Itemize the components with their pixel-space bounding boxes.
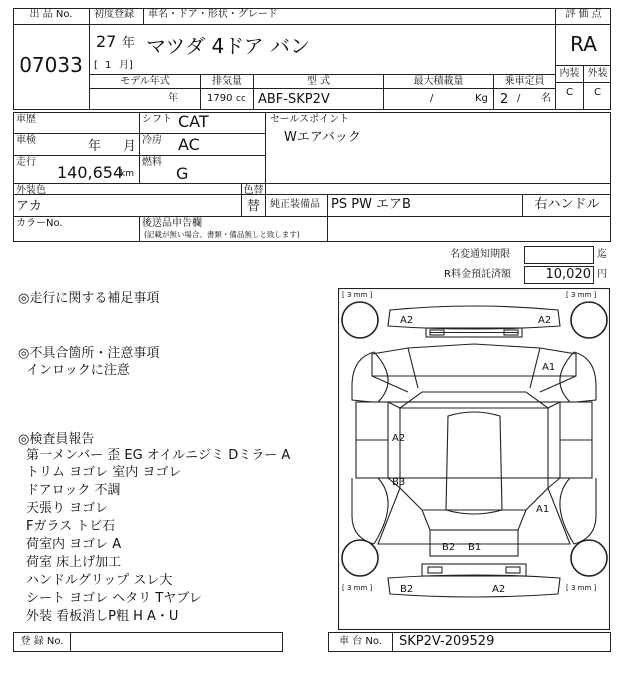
interior-grade: C	[566, 87, 573, 98]
capacity-sep: /	[517, 93, 521, 104]
tire-depth-label: [ 3 mm ]	[566, 584, 597, 592]
lot-no-label: 出 品 No.	[29, 9, 73, 20]
tire-front-right	[571, 302, 607, 338]
displacement-value: 1790	[207, 93, 233, 104]
damage-mark: A2	[492, 584, 506, 595]
roof	[446, 412, 502, 514]
inspection-label: 車検	[16, 135, 36, 146]
right-side-rear	[574, 478, 596, 544]
grade-label: 評 価 点	[565, 9, 602, 20]
lot-no: 07033	[19, 53, 83, 77]
car-damage-diagram	[338, 288, 610, 630]
rear-plate	[422, 564, 526, 576]
mileage-label: 走行	[16, 157, 36, 168]
ac-value: AC	[178, 135, 200, 154]
report-line: 天張り ヨゴレ	[26, 501, 109, 516]
divider	[13, 183, 611, 184]
interior-label: 内装	[559, 68, 580, 79]
history-label: 車歴	[16, 114, 36, 125]
max-load-label: 最大積載量	[413, 76, 464, 87]
chassis-label: 車 台 No.	[339, 636, 382, 647]
damage-mark: A2	[392, 433, 406, 444]
name-change-unit: 迄	[597, 249, 607, 260]
tire-depth-label: [ 3 mm ]	[342, 291, 373, 299]
diagram-frame	[339, 289, 610, 630]
max-load-unit: Kg	[475, 93, 488, 104]
first-reg-month-close: 月]	[119, 60, 133, 71]
first-reg-month: 1	[105, 60, 112, 71]
chassis-value: SKP2V-209529	[399, 634, 495, 649]
docs-note: (記載が無い場合、書類・備品無しと致します)	[144, 230, 300, 239]
color-change-label: 色替	[243, 185, 264, 196]
divider	[139, 216, 140, 242]
right-wheel-arch	[560, 352, 574, 544]
damage-mark: A1	[536, 504, 550, 515]
inspection-year: 年	[88, 139, 102, 154]
mileage-value: 140,654	[57, 163, 124, 182]
inspector-title: ◎検査員報告	[18, 432, 95, 447]
divider	[89, 74, 555, 75]
mileage-unit: km	[120, 169, 134, 179]
damage-mark: A1	[542, 362, 556, 373]
shift-value: CAT	[178, 112, 209, 131]
car-name: マツダ 4ドア バン	[146, 34, 311, 58]
report-line: 外装 看板消しP粗 H A・U	[26, 609, 179, 624]
tailgate	[378, 488, 570, 544]
capacity-label: 乗車定員	[504, 76, 545, 87]
max-load-sep: /	[430, 93, 434, 104]
car-name-label: 車名・ドア・形状・グレード	[148, 9, 278, 20]
report-line: ドアロック 不調	[26, 483, 121, 498]
recycle-label: R料金預託済額	[444, 269, 511, 280]
ext-color-value: アカ	[16, 199, 42, 214]
ext-color-label: 外装色	[16, 185, 46, 196]
fuel-value: G	[176, 164, 189, 183]
first-reg-year: 27	[96, 32, 117, 51]
divider	[555, 82, 611, 83]
left-side-front	[352, 352, 374, 402]
divider	[143, 8, 144, 25]
divider	[327, 194, 328, 216]
displacement-label: 排気量	[212, 76, 242, 87]
cabin-outline	[400, 408, 548, 510]
type-value: ABF-SKP2V	[258, 92, 330, 107]
divider	[327, 216, 328, 242]
divider	[265, 112, 266, 183]
rear-light	[506, 567, 520, 573]
damage-mark: B1	[468, 542, 482, 553]
inspection-month: 月	[123, 139, 137, 154]
tire-rear-right	[571, 540, 607, 576]
damage-mark: A2	[400, 315, 414, 326]
report-line: Fガラス トビ石	[26, 519, 116, 534]
tire-depth-label: [ 3 mm ]	[566, 291, 597, 299]
defects-title: ◎不具合箇所・注意事項	[18, 346, 160, 361]
left-side-rear	[352, 478, 374, 544]
grade-value: RA	[570, 32, 597, 56]
sales-point-label: セールスポイント	[270, 114, 350, 125]
right-side-front	[574, 352, 596, 402]
docs-label: 後送品申告欄	[142, 218, 202, 229]
damage-mark: B3	[392, 477, 406, 488]
name-change-box	[524, 246, 594, 264]
recycle-value: 10,020	[545, 267, 591, 282]
tire-rear-left	[342, 540, 378, 576]
damage-mark: A2	[538, 315, 552, 326]
exterior-grade: C	[594, 87, 601, 98]
front-bumper	[388, 306, 560, 329]
damage-mark: B2	[442, 542, 456, 553]
report-line: シート ヨゴレ ヘタリ Tヤブレ	[26, 591, 202, 606]
report-line: トリム ヨゴレ 室内 ヨゴレ	[26, 465, 182, 480]
diagram-line	[388, 402, 400, 408]
damage-mark: B2	[400, 584, 414, 595]
divider	[265, 183, 266, 216]
equipment-value: PS PW エアB	[331, 197, 411, 212]
diagram-line	[548, 402, 560, 408]
tire-depth-label: [ 3 mm ]	[342, 584, 373, 592]
rear-bumper	[388, 575, 560, 597]
exterior-label: 外装	[587, 68, 608, 79]
model-year-unit: 年	[168, 93, 178, 104]
divider	[13, 24, 89, 25]
recycle-unit: 円	[597, 269, 607, 280]
ac-label: 冷房	[142, 135, 162, 146]
left-wheel-arch	[374, 352, 388, 544]
divider	[555, 24, 611, 25]
steering-value: 右ハンドル	[534, 197, 600, 212]
report-line: ハンドルグリップ スレ大	[26, 573, 173, 588]
report-line: 荷室 床上げ加工	[26, 555, 122, 570]
model-year-label: モデル年式	[120, 76, 170, 87]
fuel-label: 燃料	[142, 157, 162, 168]
tire-front-left	[342, 302, 378, 338]
shift-label: シフト	[142, 114, 172, 125]
capacity-unit: 名	[541, 93, 551, 104]
rear-window	[422, 510, 526, 530]
divider	[70, 632, 71, 652]
divider	[13, 216, 611, 217]
first-reg-year-unit: 年	[122, 36, 136, 51]
driving-notes-title: ◎走行に関する補足事項	[18, 291, 160, 306]
windshield	[400, 392, 548, 408]
color-no-label: カラーNo.	[16, 218, 63, 229]
defects-line: インロックに注意	[26, 363, 130, 378]
type-label: 型 式	[306, 76, 331, 87]
sales-point-value: Wエアバック	[284, 130, 361, 145]
divider	[139, 112, 140, 183]
report-line: 荷室内 ヨゴレ A	[26, 537, 122, 552]
report-line: 第一メンバー 歪 EG オイルニジミ Dミラー A	[26, 448, 291, 463]
name-change-label: 名変通知期限	[450, 249, 510, 260]
first-reg-month-open: [	[94, 60, 98, 71]
divider	[89, 88, 555, 89]
divider	[89, 24, 555, 25]
equipment-label: 純正装備品	[270, 199, 320, 210]
displacement-unit: cc	[236, 94, 246, 104]
capacity-value: 2	[500, 92, 509, 107]
rear-light	[428, 567, 442, 573]
reg-no-label: 登 録 No.	[20, 636, 64, 647]
divider	[392, 632, 393, 652]
diagram-line	[548, 478, 560, 488]
first-reg-label: 初度登録	[94, 9, 134, 20]
color-change-value: 替	[246, 199, 260, 214]
